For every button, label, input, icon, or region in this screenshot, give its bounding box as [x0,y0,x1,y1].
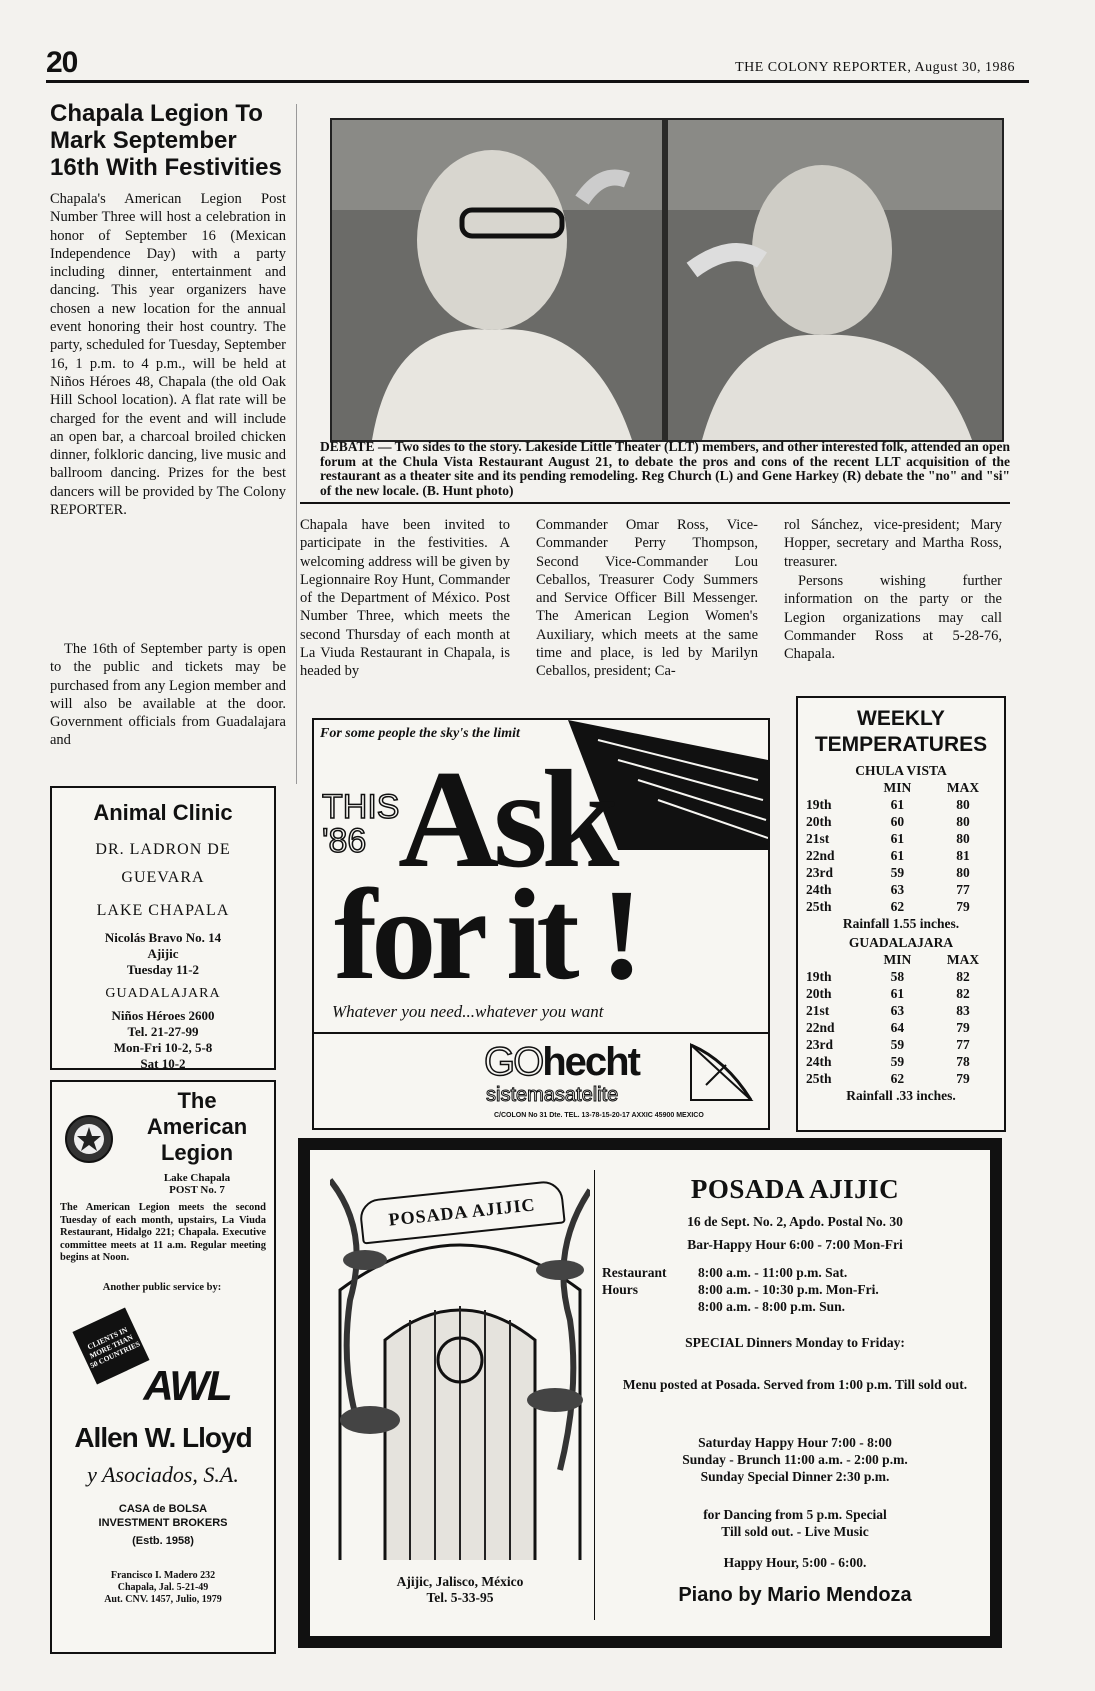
american-legion-ad [50,1080,276,1654]
temp-day: 25th [806,899,832,914]
temp-day: 24th [806,1054,832,1069]
legion-sub-1: Lake Chapala [163,1172,231,1184]
hecht-this: THIS [322,788,400,826]
temp-header-min: MIN [883,780,912,795]
posada-menu: Menu posted at Posada. Served from 1:00 p.m. Till sold out. [622,1377,968,1392]
awl-firm-2: INVESTMENT BROKERS [98,1517,228,1529]
clinic-addr-chapala: Nicolás Bravo No. 14 [104,930,222,945]
clinic-city-chapala: Ajijic [147,946,179,961]
temp-day: 22nd [806,1020,835,1035]
posada-bar-happy-hour: Bar-Happy Hour 6:00 - 7:00 Mon-Fri [687,1237,903,1252]
temp-max: 83 [956,1003,970,1018]
temp-header-blank [804,779,867,796]
temp-row [804,813,998,830]
posada-sunday-brunch: Sunday - Brunch 11:00 a.m. - 2:00 p.m. [682,1452,908,1467]
animal-clinic-ad [50,786,276,1070]
awl-company-script: y Asociados, S.A. [87,1462,239,1487]
temp-min: 61 [890,831,905,846]
animal-clinic-title: Animal Clinic [93,800,233,825]
animal-clinic-doctor: DR. LADRON DE GUEVARA [95,841,231,886]
temp-min: 61 [890,797,905,812]
posada-sunday-dinner: Sunday Special Dinner 2:30 p.m. [700,1469,890,1484]
clinic-hours-sat: Sat 10-2 [140,1056,186,1071]
temp-header-blank [804,951,867,968]
temp-min: 62 [890,1071,905,1086]
temp-max: 77 [956,1037,970,1052]
satellite-dish-icon [686,1040,756,1106]
temp-min: 59 [890,1037,905,1052]
temp-min: 59 [890,1054,905,1069]
posada-hours-weekday: 8:00 a.m. - 10:30 p.m. Mon-Fri. [698,1282,879,1297]
temps-title: WEEKLY TEMPERATURES [814,707,988,756]
column-divider [296,104,297,784]
temp-row [804,1053,998,1070]
temp-day: 19th [806,797,832,812]
temp-max: 80 [956,865,970,880]
posada-hours-sun: 8:00 a.m. - 8:00 p.m. Sun. [698,1299,846,1314]
temp-max: 81 [956,848,970,863]
photo-caption: DEBATE — Two sides to the story. Lakeside Little Theater (LLT) members, and other interested folk, attended an open forum at the Chula Vista Restaurant August 21, to debate the pros and cons of the recent LLT acquisition of the restaurant as a theater site and its pending remodeling. Reg Church (L) and Gene Harkey (R) debate the "no" and "si" of the new locale. (B. Hunt photo) [320,439,1010,498]
page-number: 20 [46,46,78,79]
temp-day: 24th [806,882,832,897]
temp-header-min: MIN [883,952,912,967]
awl-est: (Estb. 1958) [132,1535,194,1547]
temp-max: 79 [956,1071,970,1086]
clinic-hours-weekday: Mon-Fri 10-2, 5-8 [113,1040,213,1055]
article-col1-p1: Chapala's American Legion Post Number Three will host a celebration in honor of September 16 (Mexican Independence Day) with a party including dinner, entertainment and dancing. This year organizers have chosen a new location for the annual event honoring their host country. The party, scheduled for Tuesday, September 16, 1 p.m. to 4 p.m., will be held at Niños Héroes 48, Chapala (the old Oak Hill School location). A flat rate will be charged for the event and will include an open bar, a charcoal broiled chicken dinner, folkloric dancing, live music and ballroom dancing. Prizes for the best dancers will be provided by The Colony REPORTER. [50,191,286,519]
temp-row [804,968,998,985]
temp-header-max: MAX [946,952,980,967]
temp-min: 61 [890,986,905,1001]
temp-table [804,779,998,915]
posada-phone: Tel. 5-33-95 [426,1590,494,1605]
awl-badge: CLIENTS IN MORE THAN 50 COUNTRIES [72,1307,149,1384]
posada-ad [298,1138,1002,1648]
hecht-brand-go: GO [484,1040,543,1084]
temp-min: 59 [890,865,905,880]
debate-photo [330,118,1004,442]
temp-place: CHULA VISTA [855,763,947,778]
temp-max: 80 [956,831,970,846]
caption-rule [300,502,1010,504]
temp-rainfall: Rainfall 1.55 inches. [842,916,960,931]
posada-happy-hour: Happy Hour, 5:00 - 6:00. [723,1555,867,1570]
temp-place: GUADALAJARA [848,935,954,950]
clinic-region-gdl: GUADALAJARA [105,986,221,1001]
awl-auth: Aut. CNV. 1457, Julio, 1979 [104,1594,222,1605]
temp-row [804,898,998,915]
temp-max: 82 [956,986,970,1001]
temp-min: 58 [890,969,905,984]
posada-dancing-2: Till sold out. - Live Music [721,1524,869,1539]
temp-max: 82 [956,969,970,984]
header-rule [46,80,1029,83]
temp-min: 64 [890,1020,905,1035]
temp-day: 25th [806,1071,832,1086]
clinic-region-chapala: LAKE CHAPALA [96,902,230,919]
posada-restaurant-hours-label: Restaurant Hours [602,1265,667,1297]
legion-sub-2: POST No. 7 [169,1184,225,1196]
posada-address: 16 de Sept. No. 2, Apdo. Postal No. 30 [687,1214,903,1229]
article-col4-p1: rol Sánchez, vice-president; Mary Hopper, secretary and Martha Ross, treasurer. [784,517,1002,570]
temp-table [804,951,998,1087]
posada-location: Ajijic, Jalisco, México [396,1574,524,1589]
hecht-subline: Whatever you need...whatever you want [332,1002,604,1021]
awl-logo: AWL [143,1362,231,1409]
posada-hours-sat: 8:00 a.m. - 11:00 p.m. Sat. [698,1265,848,1280]
temp-row [804,1070,998,1087]
temp-day: 20th [806,986,832,1001]
article-col1-p2: The 16th of September party is open to the public and tickets may be purchased from any Legion member and will also be available at the door. Government officials from Guadalajara and [50,641,286,749]
posada-divider [594,1170,595,1620]
legion-emblem-icon [64,1114,114,1164]
debate-photo-illustration [332,120,1002,440]
posada-saturday: Saturday Happy Hour 7:00 - 8:00 [698,1435,892,1450]
temp-min: 63 [890,882,905,897]
temp-min: 62 [890,899,905,914]
temp-day: 23rd [806,1037,833,1052]
clinic-hours-chapala: Tuesday 11-2 [126,962,200,977]
temp-row [804,796,998,813]
temp-min: 63 [890,1003,905,1018]
temp-row [804,864,998,881]
article-headline: Chapala Legion To Mark September 16th With Festivities [50,100,282,181]
hecht-ask: Ask [398,742,614,897]
temp-day: 19th [806,969,832,984]
temp-max: 78 [956,1054,970,1069]
article-col3: Commander Omar Ross, Vice-Commander Perry Thompson, Second Vice-Commander Lou Ceballos, Treasurer Cody Summers and Service Officer Bill Messenger. The American Legion Women's Auxiliary, which meets at the same time and place, is led by Marilyn Ceballos, president; Ca- [536,517,758,680]
article-col4-p2: Persons wishing further information on the party or the Legion organizations may call Commander Ross at 5-28-76, Chapala. [784,573,1002,663]
hecht-year: '86 [322,822,367,860]
posada-title: POSADA AJIJIC [690,1174,900,1204]
temp-row [804,1036,998,1053]
temp-row [804,1002,998,1019]
temp-day: 22nd [806,848,835,863]
awl-city: Chapala, Jal. 5-21-49 [117,1582,209,1593]
posada-sign: POSADA AJIJIC [358,1179,565,1244]
temp-row [804,881,998,898]
hecht-forit: for it ! [334,863,638,1007]
legion-title-2: American [146,1114,248,1139]
hecht-brand-sub: sistemasatelite [486,1084,619,1106]
hecht-ad [312,718,770,1130]
posada-piano: Piano by Mario Mendoza [678,1584,912,1606]
temp-row [804,847,998,864]
weekly-temperatures-box [796,696,1006,1132]
temp-sections [798,758,1004,1104]
hecht-divider [314,1032,768,1034]
posada-dancing-1: for Dancing from 5 p.m. Special [703,1507,887,1522]
clinic-tel: Tel. 21-27-99 [127,1024,199,1039]
awl-firm-1: CASA de BOLSA [118,1503,208,1515]
temp-day: 20th [806,814,832,829]
hecht-footer: C/COLON No 31 Dte. TEL. 13-78-15-20-17 AXXIC 45900 MEXICO [494,1112,704,1119]
temp-day: 21st [806,1003,830,1018]
temp-header-max: MAX [946,780,980,795]
awl-address: Francisco I. Madero 232 [110,1570,216,1581]
legion-service: Another public service by: [102,1282,222,1293]
temp-max: 80 [956,814,970,829]
hecht-brand-name: hecht [542,1040,639,1084]
temp-min: 61 [890,848,905,863]
temp-day: 23rd [806,865,833,880]
hecht-tagline: For some people the sky's the limit [320,726,520,741]
temp-row [804,830,998,847]
temp-max: 79 [956,1020,970,1035]
temp-row [804,1019,998,1036]
awl-company-name: Allen W. Lloyd [74,1422,252,1453]
legion-title-1: The [177,1088,217,1113]
temp-min: 60 [890,814,905,829]
clinic-addr-gdl: Niños Héroes 2600 [111,1008,215,1023]
temp-max: 80 [956,797,970,812]
temp-day: 21st [806,831,830,846]
temp-rainfall: Rainfall .33 inches. [846,1088,956,1103]
temp-max: 79 [956,899,970,914]
legion-title-3: Legion [160,1140,234,1165]
posada-special: SPECIAL Dinners Monday to Friday: [685,1335,905,1350]
temp-row [804,985,998,1002]
dateline: THE COLONY REPORTER, August 30, 1986 [735,60,1015,75]
legion-body: The American Legion meets the second Tuesday of each month, upstairs, La Viuda Restaurant, Hidalgo 221; Chapala. Executive committee meets at 11 a.m. Regular meeting begins at Noon. [60,1202,266,1263]
temp-max: 77 [956,882,970,897]
article-col2: Chapala have been invited to participate in the festivities. A welcoming address will be given by Legionnaire Roy Hunt, Commander of the Department of México. Post Number Three, which meets the second Thursday of each month at La Viuda Restaurant in Chapala, is headed by [300,517,510,680]
